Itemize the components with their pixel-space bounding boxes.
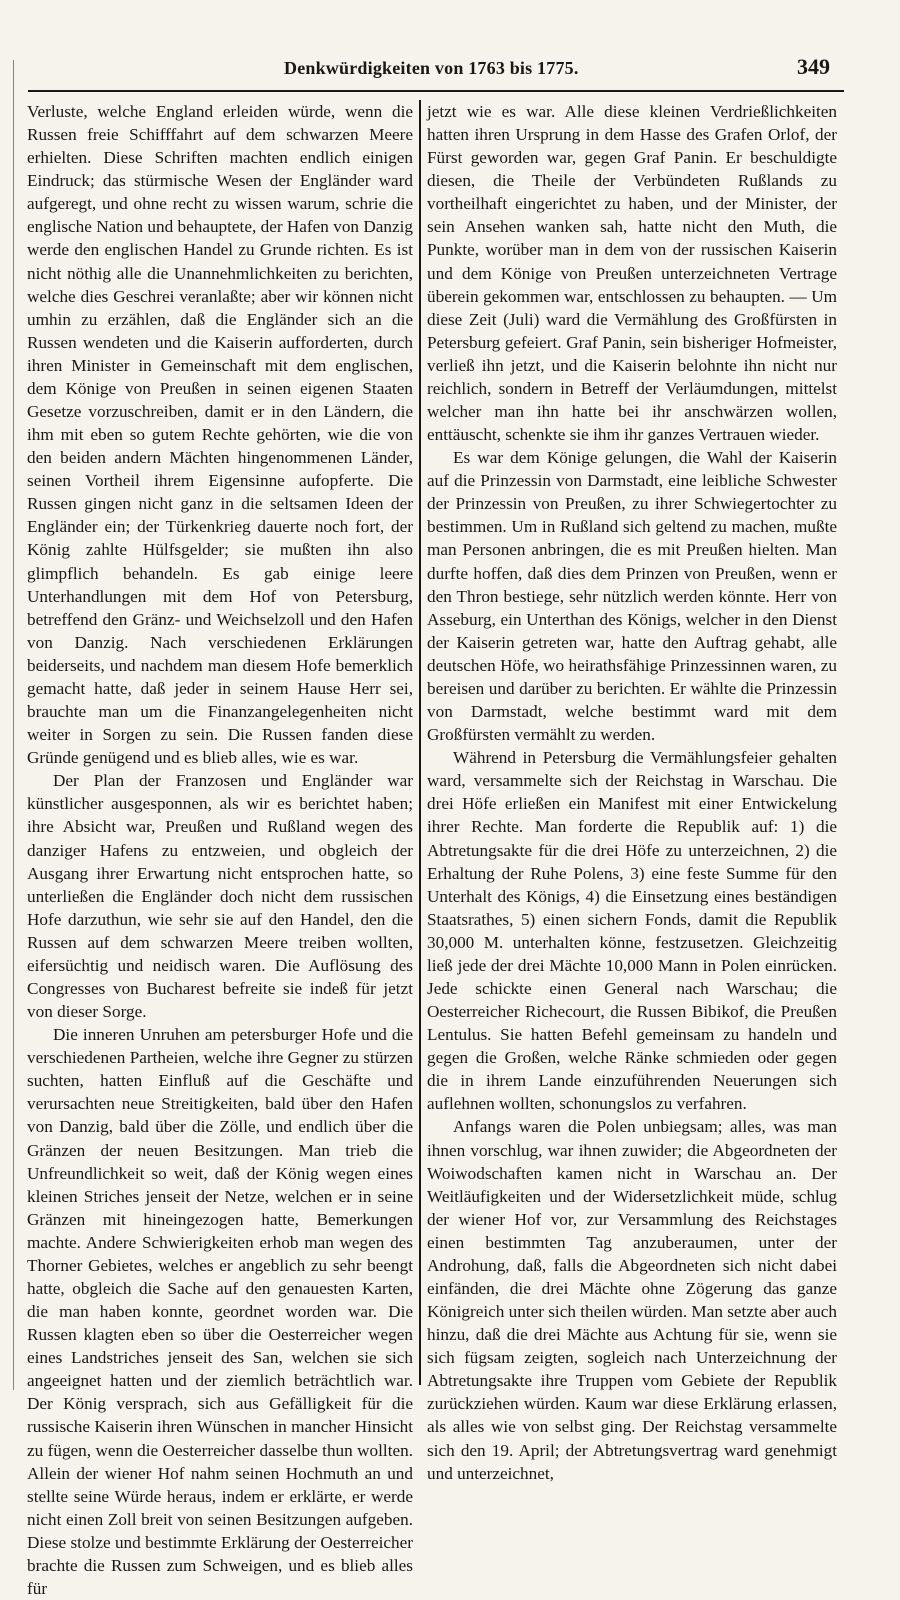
page-header <box>28 50 854 90</box>
page-edge-line <box>13 60 14 1390</box>
running-title: Denkwürdigkeiten von 1763 bis 1775. <box>284 58 579 78</box>
paragraph: Es war dem Könige gelungen, die Wahl der Kaiserin auf die Prinzessin von Darmstadt, eine leibliche Schwester der Prinzessin von Preußen, zu ihrer Schwiegertochter zu bestimmen. Um in Rußland sich geltend zu machen, mußte man Personen anbringen, die es mit Preußen hielten. Man durfte hoffen, daß dies dem Prinzen von Preußen, wenn er den Thron bestiege, sehr nützlich werden könnte. Herr von Asseburg, ein Unterthan des Königs, welcher in den Dienst der Kaiserin getreten war, hatte den Auftrag gehabt, alle deutschen Höfe, wo heirathsfähige Prinzessinnen waren, zu bereisen und darüber zu berichten. Er wählte die Prinzessin von Darmstadt, welche bestimmt ward mit dem Großfürsten vermählt zu werden. <box>427 448 837 745</box>
header-rule <box>28 90 844 92</box>
paragraph: Die inneren Unruhen am petersburger Hofe und die verschiedenen Partheien, welche ihre Gegner zu stürzen suchten, hatten Einfluß auf die Geschäfte und verursachten neue Streitigkeiten, bald über den Hafen von Danzig, bald über die Zölle, und endlich über die Gränzen der neuen Besitzungen. Man trieb die Unfreundlichkeit so weit, daß der König wegen eines kleinen Striches jenseit der Netze, welchen er in seine Gränzen mit hineingezogen hatte, Bemerkungen machte. Andere Schwierigkeiten erhob man wegen des Thorner Gebietes, welches er angeblich zu sehr beengt hatte, obgleich die Sache auf den genauesten Karten, die man haben konnte, geordnet worden war. Die Russen klagten eben so über die Oesterreicher wegen eines Landstriches jenseit des San, welchen sie sich angeeignet hatten und der ziemlich beträchtlich war. Der König versprach, sich aus Gefälligkeit für die russische Kaiserin ihren Wünschen in mancher Hinsicht zu fügen, wenn die Oesterreicher dasselbe thun wollten. Allein der wiener Hof nahm seinen Hochmuth an und stellte seine Würde heraus, indem er erklärte, er werde nicht einen Zoll breit von seinen Besitzungen aufgeben. Diese stolze und bestimmte Erklärung der Oesterreicher brachte die Russen zum Schweigen, und es blieb alles für <box>27 1025 413 1598</box>
right-column <box>427 100 837 1485</box>
paragraph: Verluste, welche England erleiden würde, wenn die Russen freie Schifffahrt auf dem schwarzen Meere erhielten. Diese Schriften machten endlich einigen Eindruck; das stürmische Wesen der Engländer ward aufgeregt, und ohne recht zu wissen warum, schrie die englische Nation und behauptete, der Hafen von Danzig werde den englischen Handel zu Grunde richten. Es ist nicht nöthig alle die Unannehmlichkeiten zu berichten, welche dies Geschrei veranlaßte; aber wir können nicht umhin zu erzählen, daß die Engländer sich an die Russen wendeten und die Kaiserin aufforderten, durch ihren Minister in Gemeinschaft mit dem englischen, dem Könige von Preußen in seinen eigenen Staaten Gesetze vorzuschreiben, damit er in den Ländern, die ihm mit eben so gutem Rechte gehörten, wie die von den beiden andern Mächten hingenommenen Länder, seinen Vortheil ihrem Eigensinne aufopferte. Die Russen gingen nicht ganz in die seltsamen Ideen der Engländer ein; der Türkenkrieg dauerte noch fort, der König zahlte Hülfsgelder; sie mußten ihn also glimpflich behandeln. Es gab einige leere Unterhandlungen mit dem Hof von Petersburg, betreffend den Gränz- und Weichselzoll und den Hafen von Danzig. Nach verschiedenen Erklärungen beiderseits, und nachdem man diesem Hofe bemerklich gemacht hatte, daß jeder in seinem Hause Herr sei, brauchte man um die Finanzangelegenheiten nicht weiter in Sorgen zu sein. Die Russen fanden diese Gründe genügend und es blieb alles, wie es war. <box>27 102 413 768</box>
page-number: 349 <box>797 54 830 79</box>
column-divider <box>419 100 421 1385</box>
paragraph: Während in Petersburg die Vermählungsfeier gehalten ward, versammelte sich der Reichstag in Warschau. Die drei Höfe erließen ein Manifest mit einer Entwickelung ihrer Rechte. Man forderte die Republik auf: 1) die Abtretungsakte für die drei Höfe zu unterzeichnen, 2) die Erhaltung der Ruhe Polens, 3) eine feste Summe für den Unterhalt des Königs, 4) die Einsetzung eines beständigen Staatsrathes, 5) einen sichern Fonds, damit die Republik 30,000 M. unterhalten könne, festzusetzen. Gleichzeitig ließ jede der drei Mächte 10,000 Mann in Polen einrücken. Jede schickte einen General nach Warschau; die Oesterreicher Richecourt, die Russen Bibikof, die Preußen Lentulus. Sie hatten Befehl gemeinsam zu handeln und gegen die Großen, welche Ränke schmieden oder gegen die in ihrem Lande einzuführenden Neuerungen sich auflehnen wollten, schonungslos zu verfahren. <box>427 748 837 1114</box>
left-column <box>27 100 413 1600</box>
paragraph: jetzt wie es war. Alle diese kleinen Verdrießlichkeiten hatten ihren Ursprung in dem Hasse des Grafen Orlof, der Fürst geworden war, gegen Graf Panin. Er beschuldigte diesen, die Theile der Verbündeten Rußlands zu vortheilhaft eingerichtet zu haben, und der Minister, der sein Ansehen wanken sah, hatte nicht den Muth, die Punkte, worüber man in dem von der russischen Kaiserin und dem Könige von Preußen unterzeichneten Vertrage überein gekommen war, entschlossen zu behaupten. — Um diese Zeit (Juli) ward die Vermählung des Großfürsten in Petersburg gefeiert. Graf Panin, sein bisheriger Hofmeister, verließ ihn jetzt, und die Kaiserin belohnte ihn nicht nur reichlich, sondern in Betreff der Verläumdungen, mittelst welcher man ihn hatte bei ihr anschwärzen wollen, enttäuscht, schenkte sie ihm ihr ganzes Vertrauen wieder. <box>427 102 837 445</box>
paragraph: Anfangs waren die Polen unbiegsam; alles, was man ihnen vorschlug, war ihnen zuwider; die Abgeordneten der Woiwodschaften kamen nicht in Warschau an. Der Weitläufigkeiten und der Widersetzlichkeit müde, schlug der wiener Hof vor, zur Versammlung des Reichstages einen bestimmten Tag anzuberaumen, unter der Androhung, daß, falls die Abgeordneten sich nicht dabei einfänden, die drei Mächte ohne Zögerung das ganze Königreich unter sich theilen würden. Man setzte aber auch hinzu, daß die drei Mächte aus Achtung für sie, wenn sie sich fügsam zeigten, sogleich nach Unterzeichnung der Abtretungsakte ihre Truppen vom Gebiete der Republik zurückziehen würden. Kaum war diese Erklärung erlassen, als alles wie von selbst ging. Der Reichstag versammelte sich den 19. April; der Abtretungsvertrag ward genehmigt und unterzeichnet, <box>427 1117 837 1483</box>
paragraph: Der Plan der Franzosen und Engländer war künstlicher ausgesponnen, als wir es berichtet haben; ihre Absicht war, Preußen und Rußland wegen des danziger Hafens zu entzweien, und obgleich der Ausgang ihrer Erwartung nicht entsprochen hatte, so unterließen die Engländer doch nicht dem russischen Hofe darzuthun, wie sehr sie auf den Handel, den die Russen auf dem schwarzen Meere treiben wollten, eifersüchtig und neidisch waren. Die Auflösung des Congresses von Bucharest befreite sie indeß für jetzt von dieser Sorge. <box>27 771 413 1022</box>
